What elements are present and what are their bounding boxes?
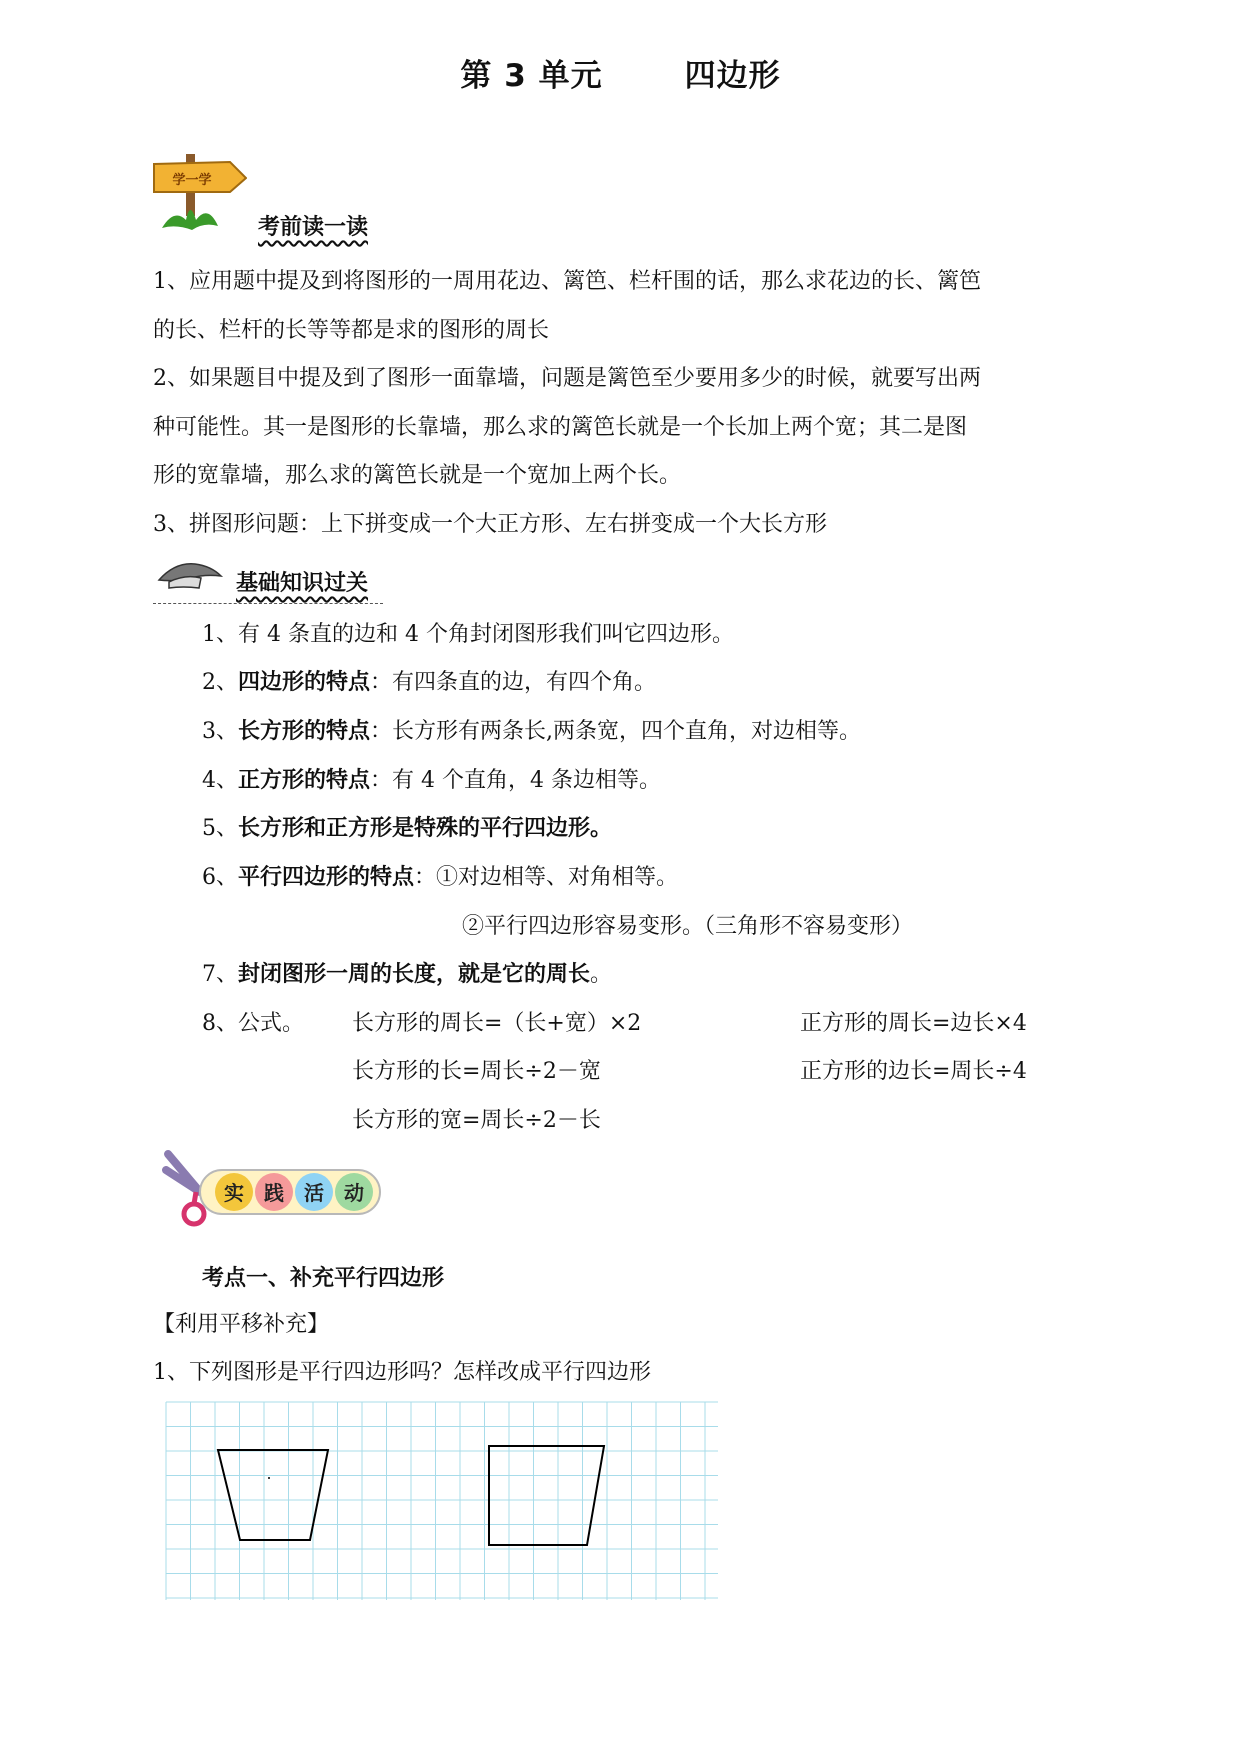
badge-char-1: 实 bbox=[224, 1181, 244, 1205]
signpost-icon bbox=[152, 150, 247, 235]
basics-item-1: 1、有 4 条直的边和 4 个角封闭图形我们叫它四边形。 bbox=[202, 622, 734, 647]
trapezoid-shape bbox=[218, 1450, 328, 1540]
read-paragraph-3: 3、拼图形问题：上下拼变成一个大正方形、左右拼变成一个大长方形 bbox=[153, 512, 827, 537]
section-heading-read: 考前读一读 bbox=[258, 215, 369, 240]
read-paragraph-2a: 2、如果题目中提及到了图形一面靠墙，问题是篱笆至少要用多少的时候，就要写出两 bbox=[153, 366, 981, 391]
badge-char-2: 践 bbox=[264, 1181, 284, 1205]
practice-badge-icon bbox=[160, 1148, 385, 1230]
quadrilateral-shape bbox=[489, 1446, 604, 1545]
book-icon bbox=[155, 556, 225, 592]
read-paragraph-2c: 形的宽靠墙，那么求的篱笆长就是一个宽加上两个长。 bbox=[153, 463, 682, 488]
basics-item-8: 8、公式。 bbox=[202, 1011, 304, 1036]
question-1: 1、下列图形是平行四边形吗？怎样改成平行四边形 bbox=[153, 1360, 651, 1385]
section-heading-basics: 基础知识过关 bbox=[236, 571, 369, 596]
formula-rect-length: 长方形的长=周长÷2－宽 bbox=[352, 1059, 601, 1084]
read-paragraph-2b: 种可能性。其一是图形的长靠墙，那么求的篱笆长就是一个长加上两个宽；其二是图 bbox=[153, 415, 968, 440]
basics-item-5: 5、长方形和正方形是特殊的平行四边形。 bbox=[202, 816, 613, 841]
basics-item-6: 6、平行四边形的特点：①对边相等、对角相等。 bbox=[202, 865, 679, 890]
grid-lines bbox=[166, 1402, 718, 1600]
badge-char-4: 动 bbox=[344, 1181, 364, 1205]
grass-shape bbox=[162, 210, 218, 230]
topic-label: 四边形 bbox=[684, 58, 781, 94]
formula-rect-perimeter: 长方形的周长=（长+宽）×2 bbox=[352, 1011, 642, 1036]
dot-mark bbox=[268, 1477, 270, 1479]
basics-item-2: 2、四边形的特点：有四条直的边，有四个角。 bbox=[202, 670, 657, 695]
unit-label: 第 3 单元 bbox=[460, 58, 603, 94]
signpost-text: 学一学 bbox=[172, 173, 212, 188]
formula-rect-width: 长方形的宽=周长÷2－长 bbox=[352, 1108, 601, 1133]
read-paragraph-1b: 的长、栏杆的长等等都是求的图形的周长 bbox=[153, 318, 550, 343]
page-title bbox=[0, 50, 1241, 95]
basics-item-7: 7、封闭图形一周的长度，就是它的周长。 bbox=[202, 962, 613, 987]
read-paragraph-1a: 1、应用题中提及到将图形的一周用花边、篱笆、栏杆围的话，那么求花边的长、篱笆 bbox=[153, 269, 981, 294]
kaodian-heading: 考点一、补充平行四边形 bbox=[202, 1266, 445, 1291]
grid-figure bbox=[164, 1400, 720, 1602]
basics-item-3: 3、长方形的特点：长方形有两条长,两条宽，四个直角，对边相等。 bbox=[202, 719, 862, 744]
section-divider bbox=[153, 603, 383, 604]
method-label: 【利用平移补充】 bbox=[153, 1312, 330, 1337]
formula-square-side: 正方形的边长=周长÷4 bbox=[800, 1059, 1027, 1084]
basics-item-4: 4、正方形的特点：有 4 个直角，4 条边相等。 bbox=[202, 768, 661, 793]
basics-item-6-line2: ②平行四边形容易变形。（三角形不容易变形） bbox=[462, 914, 914, 939]
formula-square-perimeter: 正方形的周长=边长×4 bbox=[800, 1011, 1027, 1036]
badge-char-3: 活 bbox=[304, 1181, 324, 1205]
